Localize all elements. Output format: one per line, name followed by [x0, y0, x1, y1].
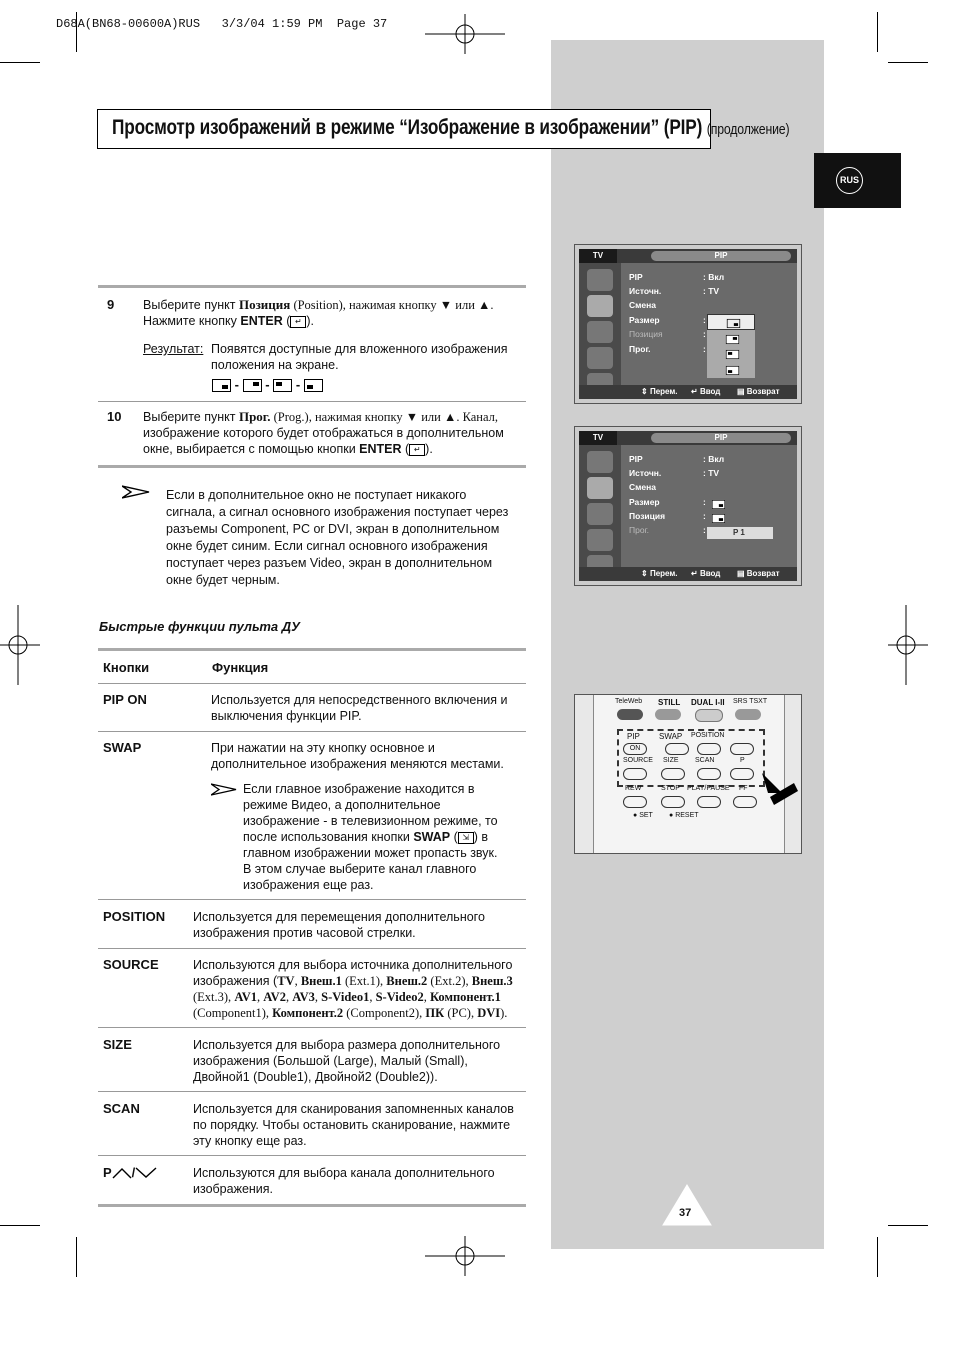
osd-screen-1	[574, 244, 802, 404]
prog-value[interactable]: P 1	[707, 527, 773, 539]
print-header: D68A(BN68-00600A)RUS 3/3/04 1:59 PM Page 37	[56, 17, 388, 31]
reset-label: ● RESET	[669, 812, 699, 819]
osd-value: : Вкл	[703, 272, 725, 282]
page-number: 37	[679, 1207, 692, 1219]
dual-label: DUAL I-II	[691, 698, 725, 707]
osd-header: PIP	[651, 433, 791, 443]
side-panel	[551, 40, 824, 1249]
table-header-function: Функция	[212, 660, 269, 675]
size-icon	[712, 500, 725, 509]
remote-control	[574, 694, 802, 854]
osd-tab: TV	[579, 249, 617, 263]
divider	[98, 1027, 526, 1028]
note-text: Если в дополнительное окно не поступает никакого сигнала, а сигнал основного изображения поступает через разъемы Component, PC or DVI, экран в дополнительном окне будет синим. Если сигнал основного изображения поступает через разъем Video, экран в дополнительном окне будет черным.	[166, 488, 509, 587]
osd-value: :	[703, 511, 706, 521]
channel-icon	[587, 321, 613, 343]
table-row-key: PIP ON	[103, 692, 147, 707]
swap-label: SWAP	[659, 732, 683, 741]
osd-value: :	[703, 497, 706, 507]
rew-label: REW	[625, 785, 642, 792]
page-number-badge	[662, 1184, 712, 1226]
picture-icon	[587, 451, 613, 473]
registration-mark-left	[0, 605, 40, 685]
osd-label: Позиция	[629, 511, 666, 521]
osd-value: : TV	[703, 468, 720, 478]
swap-note: Если главное изображение находится в режиме Видео, а дополнительное изображение - в телевизионном режиме, то после использования кнопки SWAP ( ⇲ ) в главном изображении может пропасть звук. В этом случае выберите канал главного изображения еще раз.	[243, 782, 498, 892]
crop-mark	[877, 12, 878, 52]
rew-button[interactable]	[623, 796, 647, 808]
position-bottom-right-icon	[212, 379, 231, 392]
divider	[98, 401, 526, 402]
setup-icon	[587, 529, 613, 551]
language-tab	[814, 153, 901, 208]
step-number: 9	[107, 297, 115, 312]
channel-down-button[interactable]	[730, 768, 754, 780]
osd-label: Источн.	[629, 286, 662, 296]
chevron-down-icon	[135, 1167, 157, 1179]
srs-label: SRS TSXT	[733, 698, 768, 705]
osd-sidebar	[579, 445, 621, 567]
section-title: Быстрые функции пульта ДУ	[99, 619, 300, 634]
osd-label: Смена	[629, 482, 657, 492]
source-label: SOURCE	[623, 757, 653, 764]
crop-mark	[888, 62, 928, 63]
divider	[98, 1091, 526, 1092]
table-row-desc: Используются для выбора источника дополнительного изображения (TV, Внеш.1 (Ext.1), Внеш.2 (Ext.2), Внеш.3 (Ext.3), AV1, AV2, AV3, S-Video1, S-Video2, Компонент.1 (Component1), Компонент.2 (Component2), ПК (PC), DVI).	[193, 958, 513, 1020]
language-label: RUS	[836, 167, 863, 194]
channel-icon	[587, 503, 613, 525]
position-bottom-left-icon	[304, 379, 323, 392]
stop-button[interactable]	[661, 796, 685, 808]
table-row-key: SIZE	[103, 1037, 132, 1052]
table-row-desc: Используется для выбора размера дополнительного изображения (Большой (Large), Малый (Small), Двойной1 (Double1), Двойной2 (Double2)).	[193, 1038, 501, 1084]
pip-label: PIP	[627, 732, 640, 741]
osd-value: : TV	[703, 286, 720, 296]
osd-label: Размер	[629, 315, 660, 325]
position-icon	[712, 514, 725, 523]
divider	[98, 731, 526, 732]
stop-label: STOP	[661, 785, 680, 792]
osd-tab: TV	[579, 431, 617, 445]
table-row-key: SOURCE	[103, 957, 159, 972]
result-text: Появятся доступные для вложенного изображения	[211, 342, 508, 356]
divider	[98, 285, 526, 288]
setup-icon	[587, 347, 613, 369]
divider	[98, 948, 526, 949]
osd-label: Смена	[629, 300, 657, 310]
table-row-desc: При нажатии на эту кнопку основное и дополнительное изображения меняются местами.	[211, 741, 504, 771]
table-header-buttons: Кнопки	[103, 660, 150, 675]
crop-mark	[76, 1237, 77, 1277]
ff-button[interactable]	[733, 796, 757, 808]
osd-screen-2	[574, 426, 802, 586]
swap-key-icon: ⇲	[458, 832, 474, 844]
position-options[interactable]	[707, 314, 755, 378]
osd-value: :	[703, 344, 706, 354]
crop-mark	[877, 1237, 878, 1277]
table-row-desc: Используется для непосредственного включения и выключения функции PIP.	[211, 693, 508, 723]
position-top-right-icon	[243, 379, 262, 392]
note-arrow-icon	[211, 783, 237, 796]
osd-value: :	[703, 315, 706, 325]
step-10-line2: изображение которого будет отображаться в дополнительном	[143, 426, 504, 440]
step-number: 10	[107, 409, 122, 424]
divider	[98, 465, 526, 468]
title-box	[97, 109, 790, 149]
swap-button[interactable]	[665, 743, 689, 755]
set-label: ● SET	[633, 812, 653, 819]
osd-sidebar	[579, 263, 621, 385]
table-row-key: POSITION	[103, 909, 166, 924]
scan-button[interactable]	[697, 768, 721, 780]
enter-key-icon: ↵	[409, 444, 425, 456]
registration-mark-top	[425, 14, 505, 54]
divider	[98, 1155, 526, 1156]
ff-label: FF	[739, 785, 748, 792]
table-top-border	[98, 648, 526, 651]
play-pause-button[interactable]	[697, 796, 721, 808]
crop-mark	[888, 1225, 928, 1226]
picture-icon	[587, 269, 613, 291]
sound-icon	[587, 477, 613, 499]
position-button[interactable]	[697, 743, 721, 755]
osd-label: Размер	[629, 497, 660, 507]
osd-label: PIP	[629, 454, 643, 464]
table-row-key: SWAP	[103, 740, 142, 755]
osd-value: :	[703, 329, 706, 339]
registration-mark-bottom	[425, 1236, 505, 1276]
step-10-line1: Выберите пункт Прог. (Prog.), нажимая кнопку ▼ или ▲. Канал,	[143, 409, 499, 424]
osd-label: Прог.	[629, 344, 651, 354]
osd-label: Позиция	[629, 329, 663, 339]
size-button[interactable]	[661, 768, 685, 780]
still-label: STILL	[658, 698, 681, 707]
step-9-line2: Нажмите кнопку ENTER ( ↵ ).	[143, 314, 315, 328]
teleweb-label: TeleWeb	[615, 698, 643, 705]
divider	[98, 899, 526, 900]
enter-key-icon: ↵	[290, 316, 306, 328]
crop-mark	[0, 62, 40, 63]
sound-icon	[587, 295, 613, 317]
position-top-left-icon	[273, 379, 292, 392]
still-button[interactable]	[655, 709, 681, 720]
osd-footer: ⇕ Перем. ↵ Ввод ▤ Возврат	[579, 385, 797, 399]
registration-mark-right	[888, 605, 928, 685]
result-label: Результат:	[143, 342, 204, 356]
osd-label: PIP	[629, 272, 643, 282]
table-row-desc: Используется для перемещения дополнительного изображения против часовой стрелки.	[193, 910, 485, 940]
position-icons: - - -	[212, 377, 323, 392]
step-10-line3: окне, выбирается с помощью кнопки ENTER ( ↵ ).	[143, 442, 433, 456]
osd-value: : Вкл	[703, 454, 725, 464]
osd-footer: ⇕ Перем. ↵ Ввод ▤ Возврат	[579, 567, 797, 581]
note-arrow-icon	[122, 485, 150, 499]
dual-button[interactable]	[695, 709, 723, 722]
divider	[98, 683, 526, 684]
table-row-desc: Используются для выбора канала дополнительного изображения.	[193, 1166, 495, 1196]
p-label: P	[740, 757, 745, 764]
osd-label: Прог.	[629, 525, 649, 535]
table-row-key: P /	[103, 1165, 157, 1180]
result-text: положения на экране.	[211, 358, 339, 372]
osd-header: PIP	[651, 251, 791, 261]
table-row-desc: Используется для сканирования запомненных каналов по порядку. Чтобы остановить сканирование, нажмите эту кнопку еще раз.	[193, 1102, 514, 1148]
play-pause-label: PLAY/PAUSE	[687, 785, 730, 792]
pointer-arrow-icon	[760, 771, 800, 811]
step-9-line1: Выберите пункт Позиция (Position), нажимая кнопку ▼ или ▲.	[143, 297, 494, 312]
scan-label: SCAN	[695, 757, 715, 764]
channel-up-button[interactable]	[730, 743, 754, 755]
osd-label: Источн.	[629, 468, 662, 478]
crop-mark	[0, 1225, 40, 1226]
osd-value: :	[703, 525, 706, 535]
table-bottom-border	[98, 1204, 526, 1207]
chevron-up-icon	[112, 1167, 132, 1179]
pip-on-button[interactable]: ON	[623, 743, 647, 755]
table-row-key: SCAN	[103, 1101, 140, 1116]
size-label: SIZE	[663, 757, 679, 764]
page-title: Просмотр изображений в режиме “Изображение в изображении” (PIP) (продолжение)	[112, 116, 790, 139]
position-label: POSITION	[691, 732, 725, 739]
srs-button[interactable]	[735, 709, 761, 720]
source-button[interactable]	[623, 768, 647, 780]
teleweb-button[interactable]	[617, 709, 643, 720]
